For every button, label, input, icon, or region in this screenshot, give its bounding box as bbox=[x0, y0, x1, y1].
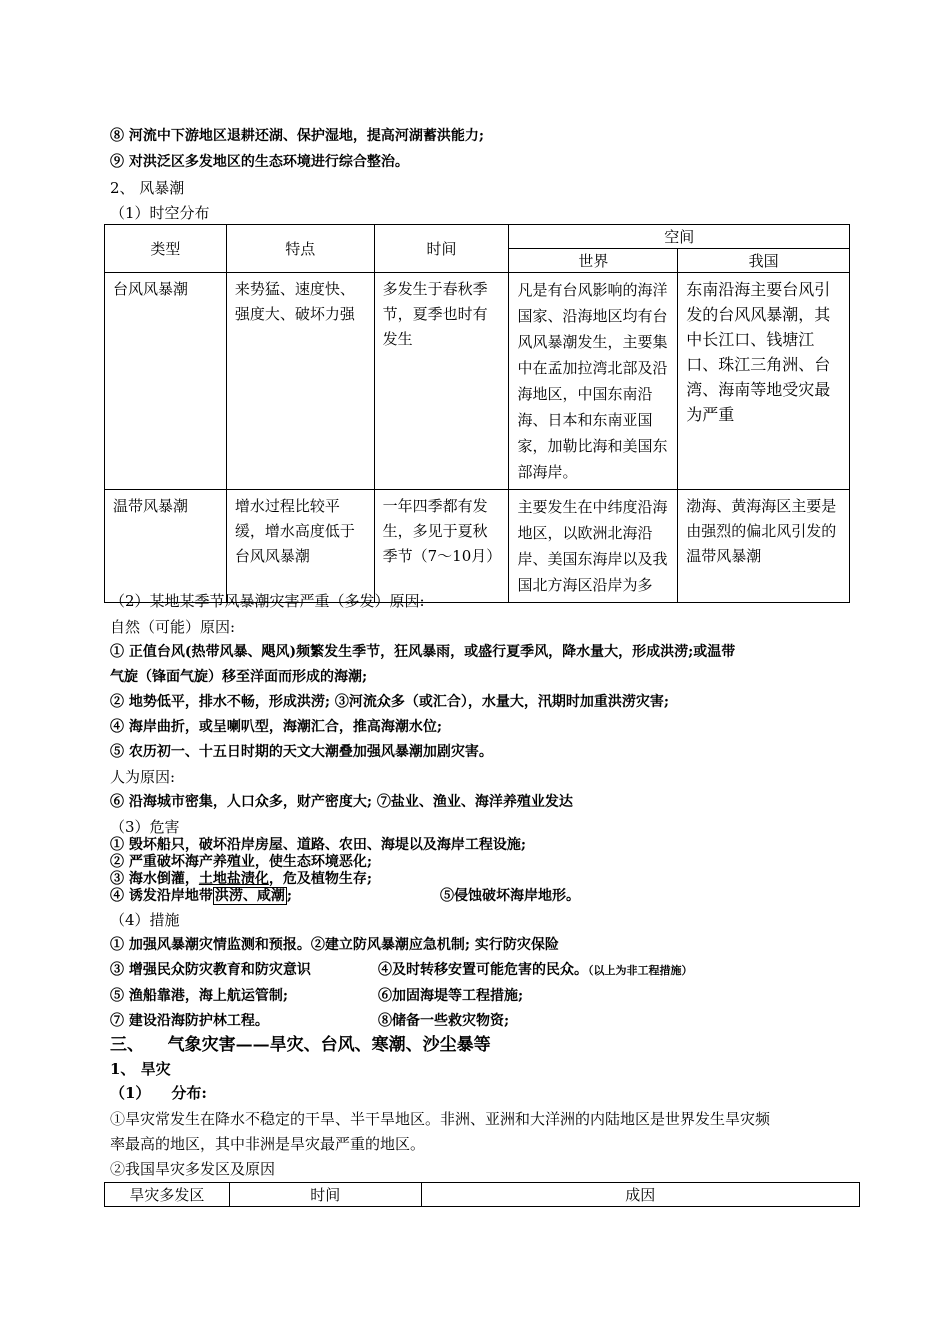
subsection-1-heading: （1）时空分布 bbox=[110, 204, 210, 222]
measure-8: ⑧储备一些救灾物资; bbox=[378, 1013, 510, 1029]
header-china: 我国 bbox=[678, 249, 850, 273]
harm-4-part1: ④ 诱发沿岸地带 bbox=[110, 888, 213, 904]
harm-4 bbox=[110, 887, 292, 905]
measure-3: ③ 增强民众防灾教育和防灾意识 bbox=[110, 962, 311, 978]
cause-1b: 气旋（锋面气旋）移至洋面而形成的海潮; bbox=[110, 669, 368, 685]
distribution-p1b: 率最高的地区，其中非洲是旱灾最严重的地区。 bbox=[110, 1135, 426, 1153]
natural-causes-heading: 自然（可能）原因: bbox=[110, 618, 236, 636]
harm-2: ② 严重破坏海产养殖业，使生态环境恶化; bbox=[110, 854, 373, 870]
measure-4 bbox=[378, 960, 693, 981]
header-space: 空间 bbox=[509, 225, 850, 249]
header-drought-time: 时间 bbox=[229, 1183, 421, 1207]
header-drought-cause: 成因 bbox=[421, 1183, 859, 1207]
harm-3-part2: ，危及植物生存; bbox=[268, 871, 373, 887]
distribution-p1a: ①旱灾常发生在降水不稳定的干旱、半干旱地区。非洲、亚洲和大洋洲的内陆地区是世界发生旱灾频 bbox=[110, 1110, 771, 1128]
row2-china: 渤海、黄海海区主要是由强烈的偏北风引发的温带风暴潮 bbox=[678, 490, 850, 603]
row1-china: 东南沿海主要台风引发的台风风暴潮，其中长江口、钱塘江口、珠江三角洲、台湾、海南等地受灾最为严重 bbox=[678, 273, 850, 490]
row2-feature: 增水过程比较平缓，增水高度低于台风风暴潮 bbox=[226, 490, 374, 603]
measure-4-text: ④及时转移安置可能危害的民众。 bbox=[378, 962, 588, 978]
harm-1: ① 毁坏船只，破坏沿岸房屋、道路、农田、海堤以及海岸工程设施; bbox=[110, 837, 527, 853]
measure-6: ⑥加固海堤等工程措施; bbox=[378, 988, 524, 1004]
harm-4-boxed: 洪涝、咸潮 bbox=[214, 888, 285, 904]
section-3-heading: 三、 气象灾害——旱灾、台风、寒潮、沙尘暴等 bbox=[110, 1035, 491, 1055]
item-9: ⑨ 对洪泛区多发地区的生态环境进行综合整治。 bbox=[110, 154, 409, 170]
cause-1a: ① 正值台风(热带风暴、飓风)频繁发生季节，狂风暴雨，或盛行夏季风，降水量大，形成洪涝;或温带 bbox=[110, 644, 736, 660]
storm-surge-table bbox=[104, 224, 850, 603]
header-feature: 特点 bbox=[226, 225, 374, 273]
cause-2-3: ② 地势低平，排水不畅，形成洪涝; ③河流众多（或汇合），水量大，汛期时加重洪涝灾害; bbox=[110, 694, 670, 710]
measure-5: ⑤ 渔船靠港，海上航运管制; bbox=[110, 988, 289, 1004]
row2-time: 一年四季都有发生，多见于夏秋季节（7～10月） bbox=[374, 490, 509, 603]
harm-5: ⑤侵蚀破坏海岸地形。 bbox=[440, 888, 580, 904]
human-causes-heading: 人为原因: bbox=[110, 768, 176, 786]
row1-world: 凡是有台风影响的海洋国家、沿海地区均有台风风暴潮发生，主要集中在孟加拉湾北部及沿海地区，中国东南沿海、日本和东南亚国家，加勒比海和美国东部海岸。 bbox=[509, 273, 678, 490]
row1-time: 多发生于春秋季节，夏季也时有发生 bbox=[374, 273, 509, 490]
drought-heading: 1、 旱灾 bbox=[110, 1060, 171, 1078]
row2-type: 温带风暴潮 bbox=[105, 490, 227, 603]
harm-4-part2: ; bbox=[286, 888, 293, 904]
header-type: 类型 bbox=[105, 225, 227, 273]
cause-6-7: ⑥ 沿海城市密集，人口众多，财产密度大; ⑦盐业、渔业、海洋养殖业发达 bbox=[110, 794, 573, 810]
header-drought-area: 旱灾多发区 bbox=[105, 1183, 230, 1207]
table-row bbox=[105, 273, 850, 490]
harm-3-highlight: 土地盐渍化 bbox=[198, 871, 269, 887]
table-row bbox=[105, 490, 850, 603]
distribution-heading: （1） 分布: bbox=[110, 1084, 207, 1102]
row1-type: 台风风暴潮 bbox=[105, 273, 227, 490]
harm-3 bbox=[110, 870, 372, 888]
item-8: ⑧ 河流中下游地区退耕还湖、保护湿地，提高河湖蓄洪能力; bbox=[110, 128, 485, 144]
harm-heading: （3）危害 bbox=[110, 818, 180, 836]
measures-heading: （4）措施 bbox=[110, 911, 180, 929]
header-world: 世界 bbox=[509, 249, 678, 273]
row1-feature: 来势猛、速度快、强度大、破坏力强 bbox=[226, 273, 374, 490]
header-time: 时间 bbox=[374, 225, 509, 273]
measure-note: （以上为非工程措施） bbox=[588, 964, 693, 977]
harm-3-part1: ③ 海水倒灌， bbox=[110, 871, 199, 887]
distribution-p2: ②我国旱灾多发区及原因 bbox=[110, 1160, 276, 1178]
drought-table bbox=[104, 1182, 860, 1207]
measure-1-2: ① 加强风暴潮灾情监测和预报。②建立防风暴潮应急机制; 实行防灾保险 bbox=[110, 937, 559, 953]
causes-heading: （2）某地某季节风暴潮灾害严重（多发）原因: bbox=[110, 592, 425, 610]
section-2-heading: 2、 风暴潮 bbox=[110, 179, 185, 197]
cause-5: ⑤ 农历初一、十五日时期的天文大潮叠加强风暴潮加剧灾害。 bbox=[110, 744, 493, 760]
measure-7: ⑦ 建设沿海防护林工程。 bbox=[110, 1013, 269, 1029]
row2-world: 主要发生在中纬度沿海地区，以欧洲北海沿岸、美国东海岸以及我国北方海区沿岸为多 bbox=[509, 490, 678, 603]
cause-4: ④ 海岸曲折，或呈喇叭型，海潮汇合，推高海潮水位; bbox=[110, 719, 443, 735]
